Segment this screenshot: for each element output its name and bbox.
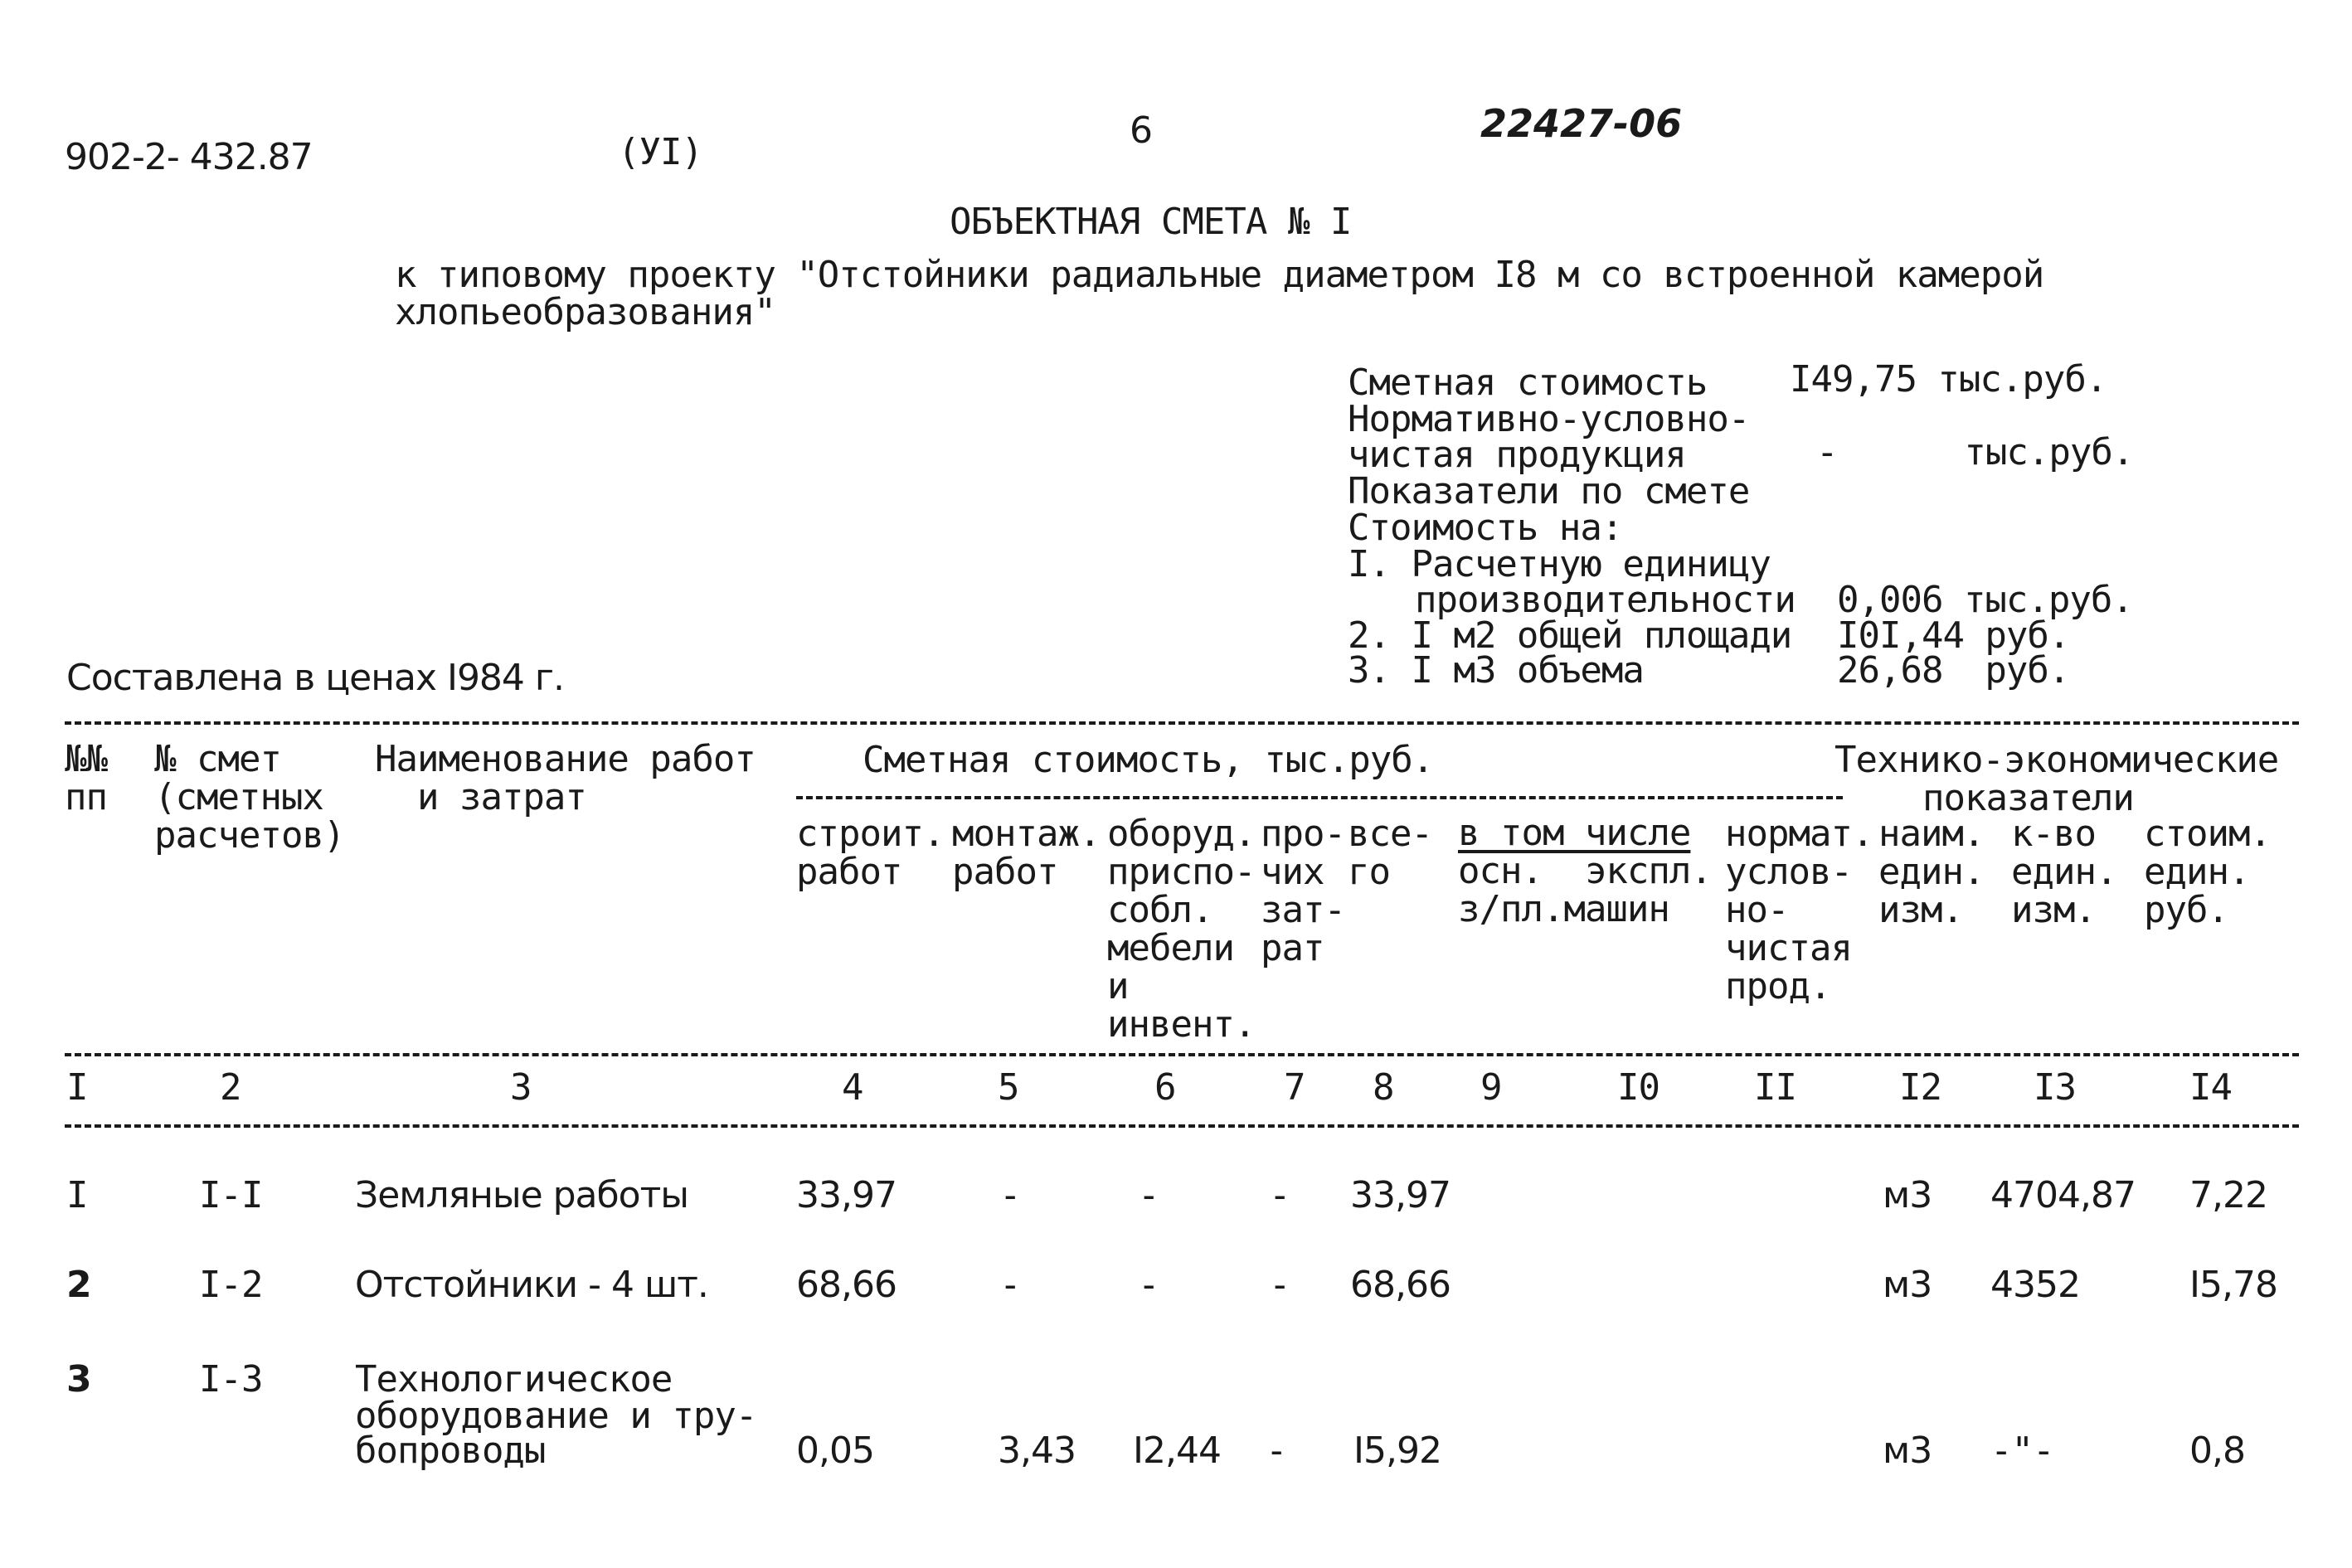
row-name-line1: Технологическое <box>355 1358 673 1401</box>
row-number: 2 <box>66 1264 91 1306</box>
row-total: I5,92 <box>1353 1430 1441 1472</box>
project-title-line2: хлопьеобразования" <box>395 291 775 333</box>
cost-value: I49,75 тыс.руб. <box>1790 358 2107 400</box>
item2-label: 2. I м2 общей площади <box>1348 614 1792 657</box>
row-name-line3: бопроводы <box>355 1430 546 1472</box>
row-installation: - <box>999 1264 1021 1306</box>
row-equipment: - <box>1138 1174 1159 1216</box>
row-name: Отстойники - 4 шт. <box>355 1264 708 1306</box>
col-number: 7 <box>1284 1066 1305 1109</box>
row-name-line2: оборудование и тру- <box>355 1395 757 1437</box>
col-header-unit-qty: к-во един. изм. <box>2011 813 2117 931</box>
col-number: II <box>1754 1066 1796 1109</box>
net-value: - тыс.руб. <box>1816 431 2134 473</box>
cost-label: Сметная стоимость <box>1348 362 1708 404</box>
col-header-other: про- чих зат- рат <box>1261 813 1345 969</box>
project-title-line1: к типовому проекту "Отстойники радиальные диаметром I8 м со встроенной камерой <box>395 254 2044 296</box>
row-construction: 68,66 <box>796 1264 897 1306</box>
document-title: ОБЪЕКТНАЯ СМЕТА № I <box>950 201 1352 243</box>
col-header-installation: монтаж. работ <box>952 813 1101 893</box>
row-unit: м3 <box>1883 1430 1932 1472</box>
col-header-work-name: Наименование работ и затрат <box>375 738 756 818</box>
net-label-1: Нормативно-условно- <box>1348 398 1750 440</box>
row-qty: 4704,87 <box>1990 1174 2136 1216</box>
row-number: 3 <box>66 1358 91 1401</box>
col-header-wages-machines-2: з/пл.машин <box>1458 888 1669 930</box>
row-estimate: I-I <box>199 1174 263 1216</box>
col-header-equipment: оборуд. приспо- собл. мебели и инвент. <box>1107 813 1256 1046</box>
table-top-rule <box>65 721 2299 725</box>
col-number: I0 <box>1617 1066 1660 1109</box>
indicators-label: Показатели по смете <box>1348 470 1750 512</box>
column-numbers-rule <box>65 1124 2299 1128</box>
sheet-code: 22427-06 <box>1480 101 1683 146</box>
item3-value: 26,68 руб. <box>1837 649 2070 692</box>
col-number: 3 <box>510 1066 532 1109</box>
row-equipment: I2,44 <box>1133 1430 1221 1472</box>
item1-label-1: I. Расчетную единицу <box>1348 543 1771 585</box>
col-group-estimate-cost: Сметная стоимость, тыс.руб. <box>863 739 1434 781</box>
row-unit: м3 <box>1883 1264 1932 1306</box>
col-header-unit-cost: стоим. един. руб. <box>2144 813 2271 931</box>
row-unit-cost: 0,8 <box>2189 1430 2245 1472</box>
row-qty: -"- <box>1990 1430 2054 1472</box>
row-unit-cost: 7,22 <box>2189 1174 2267 1216</box>
col-header-net-product: нормат. услов- но- чистая прод. <box>1725 813 1873 1007</box>
row-other: - <box>1269 1264 1290 1306</box>
row-construction: 33,97 <box>796 1174 897 1216</box>
row-construction: 0,05 <box>796 1430 874 1472</box>
page-number: 6 <box>1130 109 1152 152</box>
col-number: 6 <box>1154 1066 1176 1109</box>
item2-value: I0I,44 руб. <box>1837 614 2070 657</box>
row-other: - <box>1269 1174 1290 1216</box>
col-header-unit-name: наим. един. изм. <box>1878 813 1985 931</box>
col-number: 8 <box>1373 1066 1394 1109</box>
row-number: I <box>66 1174 88 1216</box>
group-rule-estimate <box>796 796 1843 799</box>
col-number: I3 <box>2034 1066 2076 1109</box>
col-header-including: в том числе <box>1458 812 1691 854</box>
col-header-estimate-number: № смет (сметных расчетов) <box>154 738 345 857</box>
header-bottom-rule <box>65 1053 2299 1056</box>
row-other: - <box>1266 1430 1287 1472</box>
row-unit-cost: I5,78 <box>2189 1264 2277 1306</box>
col-number: I4 <box>2189 1066 2232 1109</box>
row-installation: - <box>999 1174 1021 1216</box>
cost-per-label: Стоимость на: <box>1348 507 1623 549</box>
album-number: (УI) <box>618 131 702 173</box>
col-header-construction: строит. работ <box>796 813 945 893</box>
col-number: 9 <box>1480 1066 1502 1109</box>
row-installation: 3,43 <box>998 1430 1076 1472</box>
row-total: 33,97 <box>1350 1174 1451 1216</box>
col-group-tech-indicators-2: показатели <box>1922 777 2134 819</box>
item1-label-2: производительности <box>1415 579 1796 621</box>
col-header-row-number: №№ пп <box>65 738 107 818</box>
col-number: I <box>66 1066 88 1109</box>
row-estimate: I-2 <box>199 1264 263 1306</box>
row-equipment: - <box>1138 1264 1159 1306</box>
row-estimate: I-3 <box>199 1358 263 1401</box>
col-number: 4 <box>842 1066 863 1109</box>
col-number: 2 <box>220 1066 241 1109</box>
col-number: I2 <box>1899 1066 1941 1109</box>
item1-value: 0,006 тыс.руб. <box>1837 579 2133 621</box>
doc-code: 902-2- 432.87 <box>65 136 313 178</box>
col-header-wages-machines: осн. экспл. <box>1458 850 1712 892</box>
row-name: Земляные работы <box>355 1174 688 1216</box>
item3-label: 3. I м3 объема <box>1348 649 1644 692</box>
row-unit: м3 <box>1883 1174 1932 1216</box>
prices-note: Составлена в ценах I984 г. <box>66 657 565 699</box>
col-number: 5 <box>998 1066 1019 1109</box>
col-header-total: все- го <box>1348 813 1432 893</box>
net-label-2: чистая продукция <box>1348 434 1686 476</box>
col-group-tech-indicators: Технико-экономические <box>1834 739 2279 781</box>
row-qty: 4352 <box>1990 1264 2080 1306</box>
row-total: 68,66 <box>1350 1264 1451 1306</box>
